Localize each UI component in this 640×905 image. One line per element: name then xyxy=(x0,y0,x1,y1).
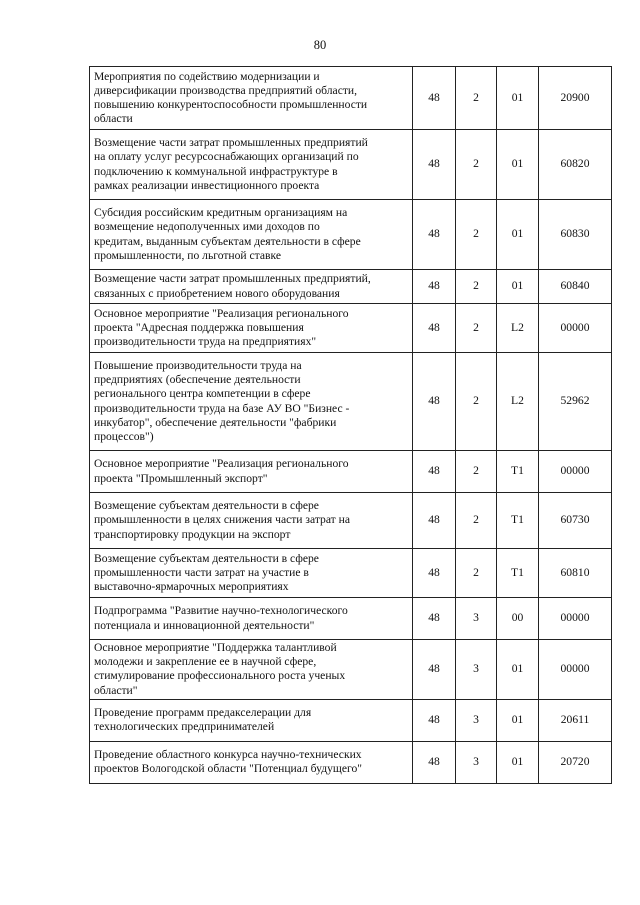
table-row xyxy=(90,640,612,700)
row-name-line: промышленности части затрат на участие в xyxy=(94,565,309,579)
code-cell-c4: 60810 xyxy=(539,549,612,598)
table-row xyxy=(90,270,612,304)
row-name-line: кредитам, выданным субъектам деятельности в сфере xyxy=(94,234,361,248)
code-cell-c3: 01 xyxy=(497,270,539,304)
row-name-line: Основное мероприятие "Реализация регионального xyxy=(94,306,349,320)
code-cell-c1: 48 xyxy=(413,640,456,700)
code-cell-c4: 00000 xyxy=(539,598,612,640)
row-name-line: возмещение недополученных ими доходов по xyxy=(94,220,320,234)
row-name-cell xyxy=(90,741,413,783)
row-name-line: процессов") xyxy=(94,429,154,443)
row-name-cell xyxy=(90,304,413,353)
row-name-cell xyxy=(90,353,413,451)
code-cell-c4: 00000 xyxy=(539,640,612,700)
row-name-line: регионального центра компетенции в сфере xyxy=(94,387,311,401)
code-cell-c3: 01 xyxy=(497,67,539,130)
code-cell-c3: 01 xyxy=(497,699,539,741)
row-name-line: Проведение программ предакселерации для xyxy=(94,706,312,720)
code-cell-c4: 60730 xyxy=(539,493,612,549)
code-cell-c2: 3 xyxy=(456,741,497,783)
table-row xyxy=(90,130,612,200)
code-cell-c4: 20720 xyxy=(539,741,612,783)
code-cell-c4: 20900 xyxy=(539,67,612,130)
row-name-cell xyxy=(90,493,413,549)
code-cell-c2: 2 xyxy=(456,130,497,200)
row-name-cell xyxy=(90,270,413,304)
row-name-line: рамках реализации инвестиционного проекта xyxy=(94,178,320,192)
code-cell-c1: 48 xyxy=(413,493,456,549)
row-name-line: молодежи и закрепление ее в научной сфере, xyxy=(94,655,317,669)
table-row xyxy=(90,200,612,270)
code-cell-c2: 2 xyxy=(456,549,497,598)
code-cell-c1: 48 xyxy=(413,741,456,783)
row-name-line: проекта "Адресная поддержка повышения xyxy=(94,320,304,334)
row-name-line: Возмещение части затрат промышленных предприятий, xyxy=(94,272,371,286)
code-cell-c3: 01 xyxy=(497,130,539,200)
row-name-line: Основное мероприятие "Реализация регионального xyxy=(94,457,349,471)
code-cell-c1: 48 xyxy=(413,304,456,353)
row-name-line: транспортировку продукции на экспорт xyxy=(94,527,291,541)
code-cell-c2: 2 xyxy=(456,451,497,493)
row-name-line: выставочно-ярмарочных мероприятиях xyxy=(94,580,289,594)
row-name-line: диверсификации производства предприятий области, xyxy=(94,83,358,97)
code-cell-c3: 00 xyxy=(497,598,539,640)
table-row xyxy=(90,493,612,549)
row-name-line: инкубатор", обеспечение деятельности "фабрики xyxy=(94,415,337,429)
table-body xyxy=(90,67,612,784)
code-cell-c4: 52962 xyxy=(539,353,612,451)
table-row xyxy=(90,67,612,130)
code-cell-c2: 2 xyxy=(456,353,497,451)
code-cell-c1: 48 xyxy=(413,699,456,741)
code-cell-c1: 48 xyxy=(413,270,456,304)
code-cell-c2: 2 xyxy=(456,270,497,304)
row-name-line: стимулирование профессионального роста ученых xyxy=(94,669,346,683)
row-name-line: Повышение производительности труда на xyxy=(94,358,302,372)
code-cell-c2: 3 xyxy=(456,640,497,700)
table-row xyxy=(90,741,612,783)
row-name-line: на оплату услуг ресурсоснабжающих организаций по xyxy=(94,150,359,164)
row-name-line: проектов Вологодской области "Потенциал будущего" xyxy=(94,762,362,776)
code-cell-c1: 48 xyxy=(413,200,456,270)
row-name-line: производительности труда на базе АУ ВО "Бизнес - xyxy=(94,401,350,415)
table-row xyxy=(90,598,612,640)
row-name-line: проекта "Промышленный экспорт" xyxy=(94,471,268,485)
row-name-line: Субсидия российским кредитным организациям на xyxy=(94,206,348,220)
row-name-line: Подпрограмма "Развитие научно-технологического xyxy=(94,604,348,618)
page-number: 80 xyxy=(313,38,327,52)
row-name-cell xyxy=(90,640,413,700)
code-cell-c4: 60820 xyxy=(539,130,612,200)
row-name-line: потенциала и инновационной деятельности" xyxy=(94,618,315,632)
row-name-line: промышленности в целях снижения части затрат на xyxy=(94,513,350,527)
code-cell-c3: 01 xyxy=(497,741,539,783)
code-cell-c2: 3 xyxy=(456,598,497,640)
row-name-line: Возмещение субъектам деятельности в сфере xyxy=(94,551,319,565)
row-name-line: Проведение областного конкурса научно-технических xyxy=(94,748,362,762)
row-name-line: Мероприятия по содействию модернизации и xyxy=(94,69,320,83)
budget-classification-table xyxy=(89,66,612,784)
table-row xyxy=(90,699,612,741)
code-cell-c3: T1 xyxy=(497,451,539,493)
code-cell-c4: 00000 xyxy=(539,451,612,493)
code-cell-c3: 01 xyxy=(497,640,539,700)
code-cell-c2: 2 xyxy=(456,67,497,130)
code-cell-c4: 60830 xyxy=(539,200,612,270)
row-name-line: Основное мероприятие "Поддержка талантливой xyxy=(94,641,337,654)
code-cell-c1: 48 xyxy=(413,598,456,640)
code-cell-c1: 48 xyxy=(413,67,456,130)
code-cell-c4: 60840 xyxy=(539,270,612,304)
code-cell-c1: 48 xyxy=(413,451,456,493)
row-name-cell xyxy=(90,200,413,270)
row-name-cell xyxy=(90,549,413,598)
row-name-cell xyxy=(90,451,413,493)
row-name-line: повышению конкурентоспособности промышленности xyxy=(94,98,368,111)
code-cell-c2: 2 xyxy=(456,304,497,353)
code-cell-c2: 2 xyxy=(456,200,497,270)
code-cell-c3: L2 xyxy=(497,353,539,451)
row-name-cell xyxy=(90,699,413,741)
code-cell-c4: 00000 xyxy=(539,304,612,353)
table-row xyxy=(90,451,612,493)
row-name-line: Возмещение части затрат промышленных предприятий xyxy=(94,136,368,150)
code-cell-c4: 20611 xyxy=(539,699,612,741)
row-name-line: связанных с приобретением нового оборудования xyxy=(94,286,340,300)
code-cell-c3: 01 xyxy=(497,200,539,270)
row-name-line: Возмещение субъектам деятельности в сфере xyxy=(94,499,319,513)
code-cell-c2: 2 xyxy=(456,493,497,549)
code-cell-c3: T1 xyxy=(497,493,539,549)
row-name-line: технологических предпринимателей xyxy=(94,720,275,734)
row-name-line: области xyxy=(94,112,133,126)
row-name-cell xyxy=(90,130,413,200)
row-name-cell xyxy=(90,598,413,640)
table-row xyxy=(90,304,612,353)
row-name-line: подключению к коммунальной инфраструктуре в xyxy=(94,164,338,178)
code-cell-c3: L2 xyxy=(497,304,539,353)
row-name-line: предприятиях (обеспечение деятельности xyxy=(94,373,301,387)
row-name-line: области" xyxy=(94,683,138,697)
table-row xyxy=(90,549,612,598)
row-name-line: производительности труда на предприятиях" xyxy=(94,335,317,349)
code-cell-c2: 3 xyxy=(456,699,497,741)
row-name-line: промышленности, по льготной ставке xyxy=(94,248,281,262)
code-cell-c3: T1 xyxy=(497,549,539,598)
code-cell-c1: 48 xyxy=(413,130,456,200)
row-name-cell xyxy=(90,67,413,130)
code-cell-c1: 48 xyxy=(413,549,456,598)
table-row xyxy=(90,353,612,451)
code-cell-c1: 48 xyxy=(413,353,456,451)
